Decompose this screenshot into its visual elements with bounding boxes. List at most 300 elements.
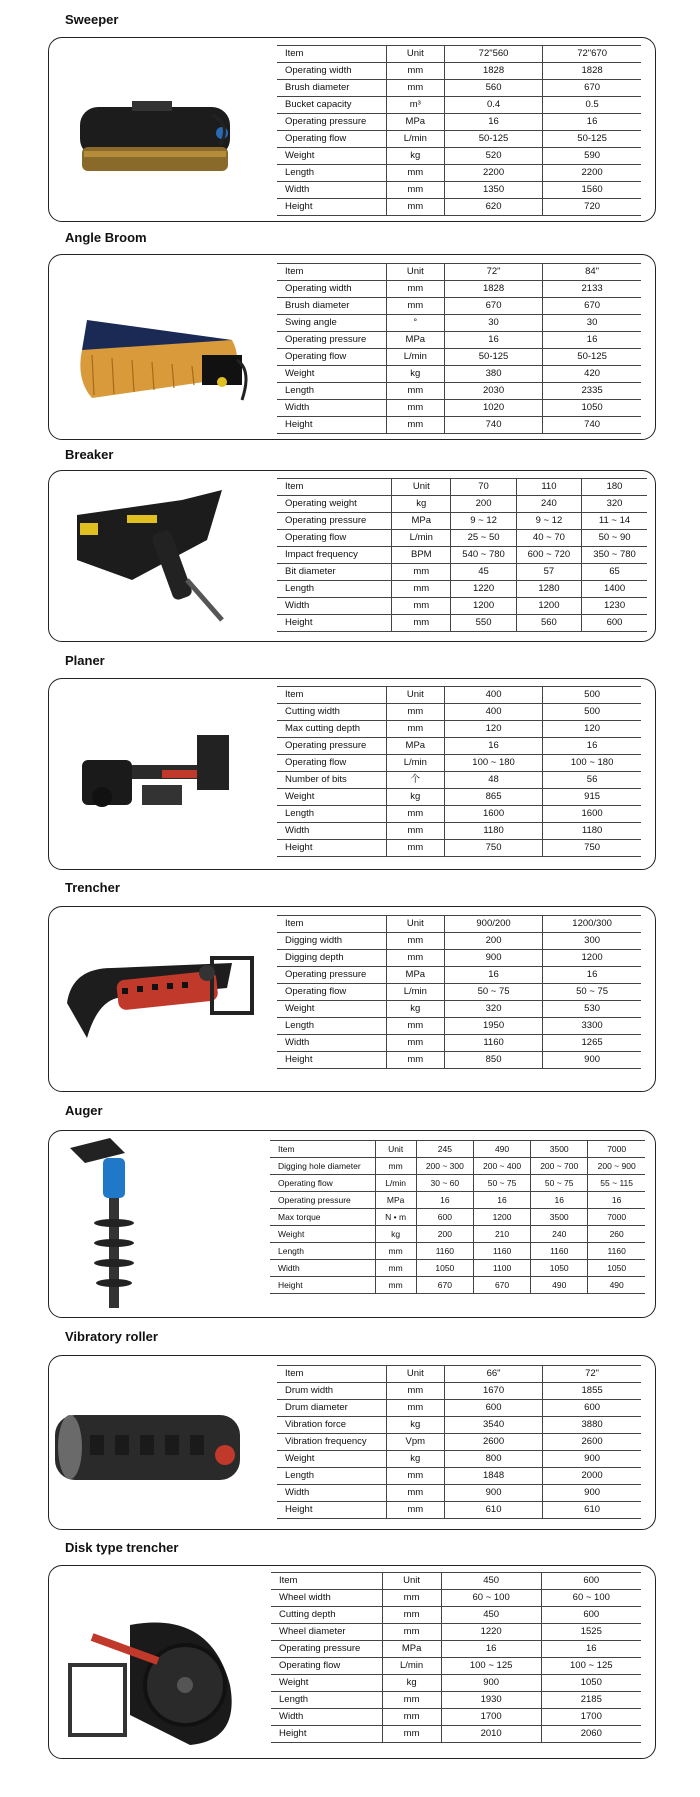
value-cell: 57 [516,564,581,581]
table-row [270,1175,645,1192]
unit-cell: kg [386,148,444,165]
item-name-cell: Swing angle [277,315,386,332]
table-row [277,1417,641,1434]
value-cell: 1848 [444,1468,542,1485]
value-cell: 900 [543,1485,641,1502]
table-row [277,721,641,738]
value-cell: 50 ~ 90 [582,530,647,547]
item-name-cell: Operating flow [277,755,386,772]
value-cell: 610 [543,1502,641,1519]
value-cell: 600 [582,615,647,632]
table-row [277,281,641,298]
value-cell: 800 [444,1451,542,1468]
table-row [277,1400,641,1417]
unit-cell: Unit [382,1573,441,1590]
unit-cell: mm [375,1243,416,1260]
table-row [270,1209,645,1226]
disk-trencher-image [60,1605,250,1750]
value-cell: 1050 [416,1260,473,1277]
value-cell: 16 [543,738,641,755]
unit-cell: L/min [386,755,444,772]
table-row [277,933,641,950]
value-cell: 1670 [444,1383,542,1400]
table-row [277,298,641,315]
unit-cell: kg [382,1675,441,1692]
value-cell: 600 [541,1573,641,1590]
value-cell: 600 [541,1607,641,1624]
item-name-cell: Drum width [277,1383,386,1400]
item-name-cell: Width [277,182,386,199]
unit-cell: mm [386,383,444,400]
value-cell: 55 ~ 115 [588,1175,645,1192]
table-row [277,581,647,598]
value-cell: 540 ~ 780 [451,547,516,564]
table-row [270,1158,645,1175]
unit-cell: mm [386,806,444,823]
table-row [277,950,641,967]
unit-cell: kg [386,789,444,806]
value-cell: 100 ~ 180 [543,755,641,772]
table-row [277,63,641,80]
table-row [277,1052,641,1069]
table-row [277,383,641,400]
table-row [270,1260,645,1277]
value-cell: 1180 [444,823,542,840]
value-cell: 1220 [451,581,516,598]
item-name-cell: Width [271,1709,382,1726]
value-cell: 100 ~ 180 [444,755,542,772]
value-cell: 560 [516,615,581,632]
unit-cell: L/min [386,131,444,148]
value-cell: 2600 [444,1434,542,1451]
item-name-cell: Operating weight [277,496,392,513]
table-row [277,1018,641,1035]
item-name-cell: Number of bits [277,772,386,789]
item-name-cell: Operating pressure [277,738,386,755]
value-cell: 600 [416,1209,473,1226]
value-cell: 50 ~ 75 [543,984,641,1001]
unit-cell: mm [386,823,444,840]
item-name-cell: Length [271,1692,382,1709]
value-cell: 600 [543,1400,641,1417]
section-title: Trencher [65,880,120,895]
value-cell: 1828 [444,63,542,80]
item-name-cell: Height [277,1502,386,1519]
item-name-cell: Operating flow [277,349,386,366]
unit-cell: mm [386,1468,444,1485]
item-name-cell: Cutting width [277,704,386,721]
value-cell: 3500 [531,1209,588,1226]
table-row [277,165,641,182]
table-row [277,547,647,564]
value-cell: 1050 [541,1675,641,1692]
value-cell: 1160 [473,1243,530,1260]
table-row [271,1726,641,1743]
item-name-cell: Operating flow [270,1175,375,1192]
value-cell: 16 [441,1641,541,1658]
table-row [277,564,647,581]
table-row [277,1468,641,1485]
value-cell: 0.4 [444,97,542,114]
unit-cell: mm [392,615,451,632]
value-cell: 560 [444,80,542,97]
table-header-row [270,1141,645,1158]
unit-cell: N • m [375,1209,416,1226]
unit-cell: mm [386,199,444,216]
table-row [277,772,641,789]
value-cell: 740 [444,417,542,434]
value-cell: 850 [444,1052,542,1069]
unit-cell: kg [392,496,451,513]
value-cell: 1160 [416,1243,473,1260]
value-cell: 600 ~ 720 [516,547,581,564]
value-cell: 1180 [543,823,641,840]
value-cell: 2600 [543,1434,641,1451]
value-cell: 670 [416,1277,473,1294]
value-cell: 670 [543,298,641,315]
value-cell: 750 [444,840,542,857]
unit-cell: kg [375,1226,416,1243]
item-name-cell: Brush diameter [277,80,386,97]
value-cell: 16 [473,1192,530,1209]
value-cell: 520 [444,148,542,165]
item-name-cell: Operating flow [277,131,386,148]
unit-cell: MPa [386,114,444,131]
section-title: Vibratory roller [65,1329,158,1344]
unit-cell: mm [375,1277,416,1294]
unit-cell: ° [386,315,444,332]
table-row [277,349,641,366]
value-cell: 2010 [441,1726,541,1743]
value-cell: 30 [444,315,542,332]
value-cell: 16 [543,967,641,984]
unit-cell: kg [386,1417,444,1434]
unit-cell: mm [386,1400,444,1417]
table-row [277,1451,641,1468]
vibratory-roller-image [50,1405,250,1495]
value-cell: 670 [543,80,641,97]
section-title: Breaker [65,447,114,462]
item-name-cell: Height [277,840,386,857]
table-row [277,131,641,148]
value-cell: 16 [588,1192,645,1209]
item-name-cell: Item [277,687,386,704]
value-cell: 16 [416,1192,473,1209]
table-row [277,738,641,755]
table-row [271,1590,641,1607]
value-cell: 1525 [541,1624,641,1641]
unit-cell: Unit [386,687,444,704]
value-cell: 200 [444,933,542,950]
item-name-cell: Digging hole diameter [270,1158,375,1175]
value-cell: 0.5 [543,97,641,114]
unit-cell: mm [386,1035,444,1052]
unit-cell: mm [382,1726,441,1743]
value-cell: 66" [444,1366,542,1383]
item-name-cell: Item [277,264,386,281]
value-cell: 245 [416,1141,473,1158]
table-row [271,1624,641,1641]
value-cell: 1560 [543,182,641,199]
value-cell: 900 [444,950,542,967]
value-cell: 900 [444,1485,542,1502]
value-cell: 45 [451,564,516,581]
value-cell: 240 [531,1226,588,1243]
value-cell: 490 [473,1141,530,1158]
spec-table [277,686,641,857]
table-header-row [277,46,641,63]
value-cell: 16 [531,1192,588,1209]
value-cell: 30 ~ 60 [416,1175,473,1192]
value-cell: 2335 [543,383,641,400]
item-name-cell: Width [277,823,386,840]
item-name-cell: Width [277,1035,386,1052]
table-row [277,984,641,1001]
item-name-cell: Weight [277,148,386,165]
value-cell: 1950 [444,1018,542,1035]
table-header-row [277,479,647,496]
unit-cell: Vpm [386,1434,444,1451]
item-name-cell: Item [277,916,386,933]
value-cell: 200 ~ 300 [416,1158,473,1175]
value-cell: 3300 [543,1018,641,1035]
item-name-cell: Operating pressure [277,967,386,984]
table-row [277,1502,641,1519]
value-cell: 1020 [444,400,542,417]
value-cell: 1100 [473,1260,530,1277]
value-cell: 48 [444,772,542,789]
value-cell: 200 ~ 400 [473,1158,530,1175]
value-cell: 1700 [541,1709,641,1726]
value-cell: 500 [543,687,641,704]
value-cell: 1050 [543,400,641,417]
value-cell: 70 [451,479,516,496]
unit-cell: MPa [382,1641,441,1658]
value-cell: 110 [516,479,581,496]
item-name-cell: Weight [271,1675,382,1692]
value-cell: 500 [543,704,641,721]
table-row [277,97,641,114]
item-name-cell: Operating width [277,281,386,298]
unit-cell: mm [382,1590,441,1607]
value-cell: 1200 [473,1209,530,1226]
value-cell: 1200/300 [543,916,641,933]
value-cell: 72" [444,264,542,281]
planer-image [72,725,252,825]
value-cell: 1828 [444,281,542,298]
value-cell: 50-125 [543,131,641,148]
spec-table [271,1572,641,1743]
value-cell: 2000 [543,1468,641,1485]
unit-cell: mm [382,1709,441,1726]
value-cell: 1855 [543,1383,641,1400]
item-name-cell: Digging depth [277,950,386,967]
item-name-cell: Height [277,1052,386,1069]
value-cell: 50-125 [543,349,641,366]
table-row [271,1675,641,1692]
value-cell: 84" [543,264,641,281]
value-cell: 2133 [543,281,641,298]
table-row [277,366,641,383]
unit-cell: mm [386,417,444,434]
unit-cell: mm [386,704,444,721]
unit-cell: mm [392,564,451,581]
value-cell: 2060 [541,1726,641,1743]
unit-cell: MPa [386,738,444,755]
value-cell: 7000 [588,1141,645,1158]
angle-broom-image [72,300,252,420]
unit-cell: Unit [375,1141,416,1158]
item-name-cell: Length [277,1018,386,1035]
item-name-cell: Height [271,1726,382,1743]
value-cell: 1200 [516,598,581,615]
value-cell: 2200 [444,165,542,182]
value-cell: 240 [516,496,581,513]
item-name-cell: Item [277,479,392,496]
table-row [271,1692,641,1709]
value-cell: 900 [441,1675,541,1692]
value-cell: 30 [543,315,641,332]
unit-cell: mm [386,281,444,298]
table-row [271,1607,641,1624]
value-cell: 865 [444,789,542,806]
value-cell: 100 ~ 125 [441,1658,541,1675]
unit-cell: L/min [382,1658,441,1675]
unit-cell: L/min [386,984,444,1001]
unit-cell: MPa [386,967,444,984]
value-cell: 200 ~ 700 [531,1158,588,1175]
value-cell: 1600 [444,806,542,823]
sweeper-image [72,95,242,180]
item-name-cell: Operating flow [277,984,386,1001]
table-row [277,840,641,857]
table-row [277,496,647,513]
item-name-cell: Max torque [270,1209,375,1226]
item-name-cell: Operating pressure [277,513,392,530]
item-name-cell: Height [277,615,392,632]
value-cell: 200 [451,496,516,513]
table-row [277,1485,641,1502]
value-cell: 1400 [582,581,647,598]
unit-cell: mm [386,182,444,199]
value-cell: 750 [543,840,641,857]
value-cell: 490 [588,1277,645,1294]
value-cell: 1050 [531,1260,588,1277]
unit-cell: mm [382,1607,441,1624]
table-header-row [277,687,641,704]
value-cell: 180 [582,479,647,496]
item-name-cell: Cutting depth [271,1607,382,1624]
value-cell: 16 [543,114,641,131]
value-cell: 200 [416,1226,473,1243]
unit-cell: MPa [386,332,444,349]
value-cell: 1700 [441,1709,541,1726]
unit-cell: mm [375,1158,416,1175]
unit-cell: mm [386,1502,444,1519]
value-cell: 16 [541,1641,641,1658]
value-cell: 670 [444,298,542,315]
value-cell: 50 ~ 75 [444,984,542,1001]
value-cell: 260 [588,1226,645,1243]
unit-cell: mm [386,721,444,738]
value-cell: 2185 [541,1692,641,1709]
item-name-cell: Weight [277,1001,386,1018]
value-cell: 1930 [441,1692,541,1709]
value-cell: 1160 [588,1243,645,1260]
value-cell: 590 [543,148,641,165]
value-cell: 50-125 [444,349,542,366]
item-name-cell: Height [277,199,386,216]
item-name-cell: Operating flow [277,530,392,547]
value-cell: 1050 [588,1260,645,1277]
value-cell: 1600 [543,806,641,823]
value-cell: 720 [543,199,641,216]
table-row [277,704,641,721]
value-cell: 400 [444,687,542,704]
unit-cell: mm [386,63,444,80]
value-cell: 900 [543,1451,641,1468]
unit-cell: mm [386,840,444,857]
item-name-cell: Operating pressure [270,1192,375,1209]
value-cell: 9 ~ 12 [451,513,516,530]
item-name-cell: Item [277,46,386,63]
table-row [277,315,641,332]
table-row [277,148,641,165]
item-name-cell: Width [277,1485,386,1502]
unit-cell: mm [386,950,444,967]
value-cell: 50 ~ 75 [531,1175,588,1192]
unit-cell: mm [386,1018,444,1035]
spec-table [277,263,641,434]
value-cell: 1200 [451,598,516,615]
item-name-cell: Width [277,598,392,615]
value-cell: 610 [444,1502,542,1519]
item-name-cell: Digging width [277,933,386,950]
unit-cell: mm [386,400,444,417]
value-cell: 320 [444,1001,542,1018]
table-row [270,1226,645,1243]
value-cell: 3500 [531,1141,588,1158]
item-name-cell: Length [277,1468,386,1485]
table-row [270,1192,645,1209]
table-header-row [271,1573,641,1590]
spec-table [277,45,641,216]
value-cell: 40 ~ 70 [516,530,581,547]
table-row [270,1243,645,1260]
unit-cell: mm [386,165,444,182]
item-name-cell: Weight [277,366,386,383]
table-row [277,1383,641,1400]
value-cell: 450 [441,1607,541,1624]
unit-cell: mm [392,581,451,598]
table-row [277,513,647,530]
unit-cell: mm [375,1260,416,1277]
value-cell: 1230 [582,598,647,615]
unit-cell: L/min [375,1175,416,1192]
spec-table [270,1140,645,1294]
item-name-cell: Width [277,400,386,417]
unit-cell: mm [392,598,451,615]
table-row [271,1709,641,1726]
item-name-cell: Bit diameter [277,564,392,581]
value-cell: 60 ~ 100 [441,1590,541,1607]
value-cell: 320 [582,496,647,513]
item-name-cell: Operating flow [271,1658,382,1675]
item-name-cell: Length [277,581,392,598]
item-name-cell: Item [270,1141,375,1158]
unit-cell: mm [386,80,444,97]
unit-cell: kg [386,366,444,383]
